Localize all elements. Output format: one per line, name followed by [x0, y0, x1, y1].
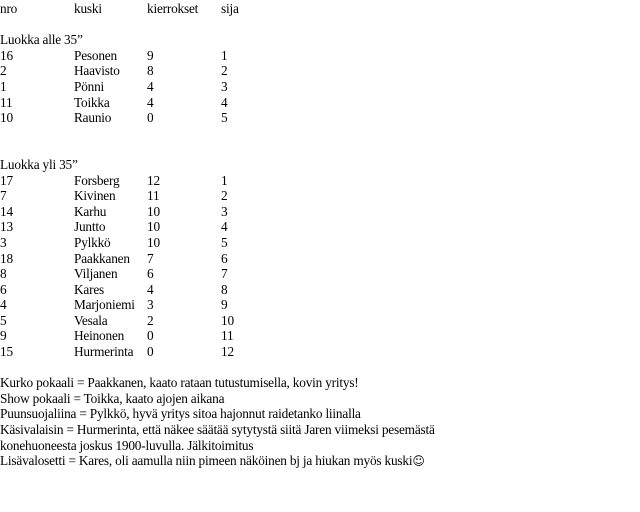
cell-nro: 17	[0, 172, 13, 188]
note-line-last	[0, 453, 640, 469]
cell-sija: 11	[221, 328, 234, 344]
cell-kuski: Heinonen	[74, 328, 125, 344]
cell-kierrokset: 11	[147, 188, 160, 204]
cell-kierrokset: 3	[147, 297, 154, 313]
header-kuski: kuski	[74, 1, 102, 16]
cell-kierrokset: 8	[147, 63, 154, 79]
cell-kierrokset: 7	[147, 250, 154, 266]
note-line: Kurko pokaali = Paakkanen, kaato rataan tutustumisella, kovin yritys!	[0, 375, 359, 391]
table-row	[0, 79, 640, 95]
cell-nro: 8	[0, 266, 7, 282]
cell-kuski: Toikka	[74, 94, 110, 110]
table-row	[0, 297, 640, 313]
spacer	[0, 360, 640, 376]
cell-kuski: Forsberg	[74, 172, 120, 188]
table-row	[0, 344, 640, 360]
cell-nro: 2	[0, 63, 7, 79]
cell-sija: 7	[221, 266, 228, 282]
group2-title: Luokka yli 35”	[0, 156, 78, 172]
cell-nro: 7	[0, 188, 7, 204]
cell-nro: 3	[0, 234, 7, 250]
cell-kierrokset: 0	[147, 344, 154, 360]
cell-kuski: Hurmerinta	[74, 344, 134, 360]
cell-nro: 1	[0, 78, 7, 94]
table-row	[0, 235, 640, 251]
cell-kierrokset: 4	[147, 281, 154, 297]
cell-sija: 2	[221, 63, 228, 79]
note-line: Show pokaali = Toikka, kaato ajojen aikana	[0, 390, 225, 406]
cell-kierrokset: 10	[147, 219, 160, 235]
table-row	[0, 313, 640, 329]
cell-kuski: Viljanen	[74, 266, 118, 282]
note-line: Käsivalaisin = Hurmerinta, että näkee säätää sytytystä siitä Jaren viimeksi pesemästä	[0, 422, 435, 438]
note-line: Puunsuojaliina = Pylkkö, hyvä yritys sitoa hajonnut raidetanko liinalla	[0, 406, 361, 422]
cell-nro: 11	[0, 94, 13, 110]
spacer	[0, 141, 640, 157]
cell-sija: 12	[221, 344, 234, 360]
table-row	[0, 110, 640, 126]
table-row	[0, 48, 640, 64]
awards-notes	[0, 375, 640, 469]
cell-kuski: Karhu	[74, 203, 107, 219]
cell-kuski: Juntto	[74, 219, 106, 235]
cell-sija: 3	[221, 78, 228, 94]
cell-sija: 2	[221, 188, 228, 204]
group2-table	[0, 173, 640, 360]
header-sija: sija	[221, 1, 239, 16]
cell-nro: 14	[0, 203, 13, 219]
cell-nro: 16	[0, 47, 13, 63]
header-nro: nro	[0, 1, 18, 16]
cell-kuski: Marjoniemi	[74, 297, 135, 313]
cell-sija: 3	[221, 203, 228, 219]
table-row	[0, 266, 640, 282]
cell-nro: 13	[0, 219, 13, 235]
cell-sija: 4	[221, 94, 228, 110]
table-header	[0, 1, 640, 17]
cell-nro: 15	[0, 344, 13, 360]
table-row	[0, 282, 640, 298]
cell-kuski: Raunio	[74, 110, 112, 126]
cell-kuski: Kares	[74, 281, 105, 297]
cell-kierrokset: 4	[147, 78, 154, 94]
cell-kuski: Haavisto	[74, 63, 120, 79]
cell-sija: 8	[221, 281, 228, 297]
note-text: Lisävalosetti = Kares, oli aamulla niin pimeen näköinen bj ja hiukan myös kuski	[0, 453, 413, 469]
cell-kuski: Pylkkö	[74, 234, 111, 250]
cell-kierrokset: 0	[147, 110, 154, 126]
cell-nro: 10	[0, 110, 13, 126]
cell-sija: 1	[221, 47, 228, 63]
note-line: konehuoneesta joskus 1900-luvulla. Jälkitoimitus	[0, 437, 254, 453]
cell-sija: 5	[221, 234, 228, 250]
table-row	[0, 95, 640, 111]
table-row	[0, 219, 640, 235]
cell-kuski: Vesala	[74, 312, 108, 328]
cell-kierrokset: 10	[147, 203, 160, 219]
cell-sija: 6	[221, 250, 228, 266]
cell-kierrokset: 6	[147, 266, 154, 282]
cell-kierrokset: 12	[147, 172, 160, 188]
group1-table	[0, 48, 640, 126]
spacer	[0, 17, 640, 33]
table-row	[0, 188, 640, 204]
cell-kierrokset: 4	[147, 94, 154, 110]
table-row	[0, 251, 640, 267]
cell-kuski: Pönni	[74, 78, 105, 94]
cell-kierrokset: 0	[147, 328, 154, 344]
cell-sija: 1	[221, 172, 228, 188]
cell-sija: 9	[221, 297, 228, 313]
group1-title: Luokka alle 35”	[0, 32, 83, 48]
cell-sija: 10	[221, 312, 234, 328]
cell-kuski: Paakkanen	[74, 250, 130, 266]
cell-nro: 18	[0, 250, 13, 266]
spacer	[0, 126, 640, 142]
cell-nro: 5	[0, 312, 7, 328]
cell-sija: 4	[221, 219, 228, 235]
cell-kuski: Pesonen	[74, 47, 117, 63]
cell-nro: 9	[0, 328, 7, 344]
cell-kuski: Kivinen	[74, 188, 116, 204]
cell-kierrokset: 10	[147, 234, 160, 250]
smiley-face-icon: ☺	[412, 454, 425, 469]
cell-kierrokset: 9	[147, 47, 154, 63]
cell-kierrokset: 2	[147, 312, 154, 328]
cell-sija: 5	[221, 110, 228, 126]
table-row	[0, 328, 640, 344]
header-kierrokset: kierrokset	[147, 1, 199, 16]
table-row	[0, 204, 640, 220]
table-row	[0, 63, 640, 79]
table-row	[0, 173, 640, 189]
cell-nro: 4	[0, 297, 7, 313]
cell-nro: 6	[0, 281, 7, 297]
